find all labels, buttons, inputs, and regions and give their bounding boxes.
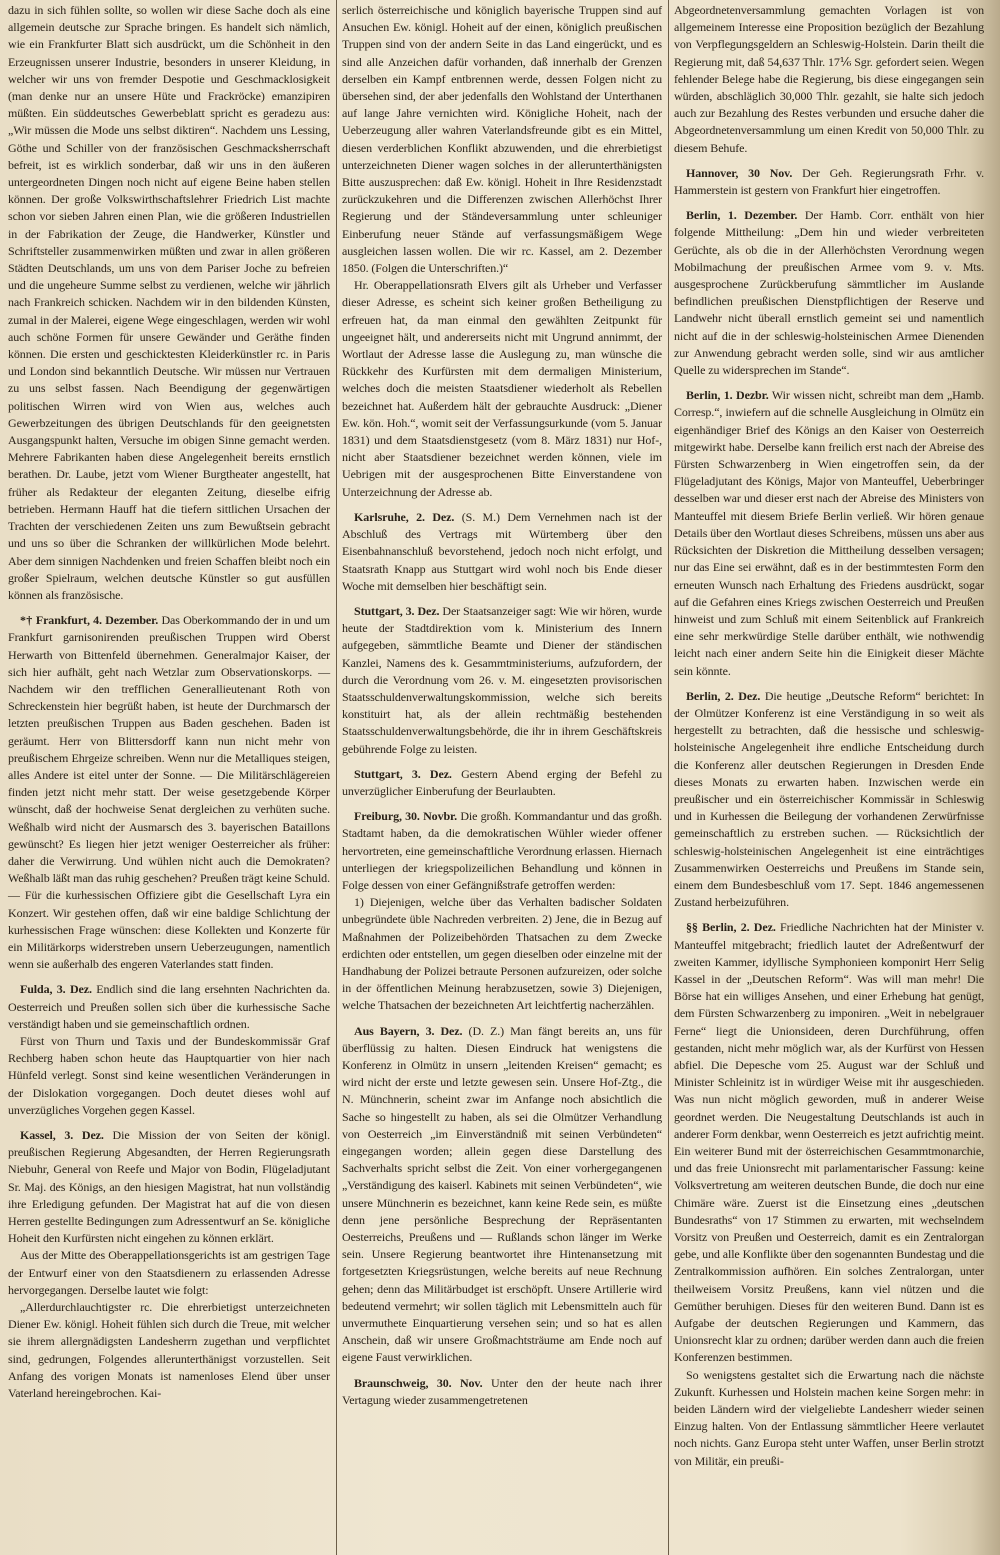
column-divider [668,0,669,1555]
article-paragraph [674,387,984,679]
article-text: „Allerdurchlauchtigster rc. Die ehrerbietigst unterzeichneten Diener Ew. königl. Hoheit fühlen sich durch die Treue, mit welcher sie ihrem allergnädigsten Landesherrn zugethan und verpflichtet sind, gedrungen, Folgendes allerunterthänigst vorzustellen. Seit Anfang des vorigen Monats ist namenloses Elend über unser Vaterland hereingebrochen. Kai- [8,1300,330,1401]
article-paragraph [342,2,662,277]
dateline: Stuttgart, 3. Dez. [354,766,452,781]
article-text: Aus der Mitte des Oberappellationsgerichts ist am gestrigen Tage der Entwurf einer von den Staatsdienern zu erlassenden Adresse hervorgegangen. Derselbe lautet wie folgt: [8,1248,330,1297]
article-paragraph [342,277,662,501]
dateline: Kassel, 3. Dez. [20,1128,104,1142]
article-text: Wir wissen nicht, schreibt man dem „Hamb. Corresp.“, inwiefern auf die schnelle Ausgleichung in Olmütz ein eigenhändiger Brief des Königs an den Kaiser von Oesterreich mitgewirkt habe. Derselbe kann freilich erst nach der Abreise des Fürsten Schwarzenberg in Wien eingetroffen sein, da der Flügeladjutant des Königs, Major von Manteuffel, Ueberbringer desselben war und dieser erst nach der Abreise des Ministers von Manteuffel mit diesem Briefe Berlin verließ. Wir hören genaue Details über den Wortlaut dieses Schreibens, müssen uns aber aus Rücksichten der Diskretion die Mittheilung desselben versagen; nur das Eine sei erwähnt, daß es in der bestimmtesten Form den erneuten Wunsch nach Erhaltung des Friedens ausdrückt, sogar auf die Gefahren eines Kriegs zwischen Oesterreich und Preußen hinweist und zum Schluß mit einem Seitenblick auf Frankreich eine sehr merkwürdige Stelle darüber enthält, wie nothwendig leicht nach einer andern Seite hin die Einigkeit dieser Mächte sein könnte. [674,388,984,678]
column-divider [336,0,337,1555]
article-text: (S. M.) Dem Vernehmen nach ist der Abschluß des Vertrags mit Würtemberg über den Eisenbahnanschluß bevorstehend, jedoch noch nicht erfolgt, und Staatsrath Knapp aus Stuttgart wird wohl noch bis Ende dieser Woche mit demselben hier beschäftigt sein. [342,509,662,593]
article-paragraph [8,981,330,1033]
article-text: Der Geh. Regierungsrath Frhr. v. Hammerstein ist gestern von Frankfurt hier eingetroffen. [674,165,984,198]
article-text: Hr. Oberappellationsrath Elvers gilt als Urheber und Verfasser dieser Adresse, es scheint sich keiner großen Betheiligung zu erfreuen hat, da man einmal den gewählten Zeitpunkt für ungeeignet hält, und andererseits nicht mit Ungrund annimmt, der Wortlaut der Adresse lasse die Auslegung zu, man wünsche die Rückkehr des Kurfürsten mit dem dermaligen Ministerium, welches doch die meisten Staatsdiener wiederholt als Rebellen bezeichnet hat. Außerdem hält der gebrauchte Ausdruck: „Diener Ew. kön. Hoh.“, womit seit der Verfassungsurkunde (vom 5. Januar 1831) und dem Staatsdienstgesetz (vom 8. März 1831) nur Hof-, nicht aber Staatsdiener bezeichnet werden können, viele im Uebrigen mit der ausgesprochenen Bitte Einverstandene von Unterzeichnung der Adresse ab. [342,278,662,499]
article-paragraph [674,919,984,1366]
article-paragraph [8,612,330,973]
dateline: Stuttgart, 3. Dez. [354,603,440,618]
dateline: §§ Berlin, 2. Dez. [686,920,776,935]
dateline: Berlin, 1. Dezbr. [686,388,769,403]
article-paragraph [674,207,984,379]
article-text: dazu in sich fühlen sollte, so wollen wir diese Sache doch als eine allgemein deutsche zur Sprache bringen. Es handelt sich nämlich, wie ein Frankfurter Blatt sich ausdrückt, um die Schönheit in den Erzeugnissen unserer Industrie, besonders in unserer Kleidung, in welcher wir uns von fremder Despotie und Geschmacklosigkeit (man denke nur an unsere Hüte und Frackröcke) emanzipiren müßten. Ein süddeutsches Gewerbeblatt spricht es geradezu aus: „Wir müssen die Mode uns selbst diktiren“. Nachdem uns Lessing, Göthe und Schiller von der französischen Geschmacksherrschaft befreit, ist es wirklich sonderbar, daß wir uns in den äußeren untergeordneten Dingen noch nicht auf eigene Beine haben stellen können. Der große Volkswirthschaftslehrer Friedrich List machte schon vor sieben Jahren einen Plan, wie die größeren Industriellen in der Fabrikation der Zeuge, die Handwerker, Künstler und Schriftsteller zusammenwirken müßten und zwar in allen größeren Städten Deutschlands, um uns von dem Pariser Joche zu befreien und die ungeheure Summe selbst zu verdienen, welche wir jährlich nach Frankreich schicken. Nachdem wir in den bildenden Künsten, zumal in der Malerei, eigene Wege eingeschlagen, werden wir wohl auch schöne Formen für unsere Gewänder und Geräthe finden können. Die ersten und geschicktesten Kleiderkünstler rc. in Paris und London sind bekanntlich Deutsche. Wir müssen nur Vertrauen zu uns selbst fassen. Nach Beendigung der gegenwärtigen politischen Wirren wird von Wien aus, welches auch Gewerbzeitungen des übrigen Deutschlands für den geeignetsten Ausgangspunkt halten, Versuche im obigen Sinne gemacht werden. Mehrere Fabrikanten haben diese Angelegenheit bereits ernstlich berathen. Dr. Laube, jetzt vom Wiener Burgtheater angestellt, hat früher als Redakteur der eleganten Zeitung, dieselbe eifrig betrieben. Hermann Hauff hat die tiefern sittlichen Ursachen der Trachten der verschiedenen Zeiten uns zum Bewußtsein gebracht und uns so über die Schranken der willkürlichen Mode belehrt. Aber dem sinnigen Nachdenken und freien Schaffen bleibt noch ein großer Spielraum, welchen deutsche Künstler so gut ausfüllen können als französische. [8,3,330,602]
article-paragraph [342,808,662,894]
dateline: Aus Bayern, 3. Dez. [354,1023,463,1038]
column-2 [342,2,662,1409]
article-paragraph [342,894,662,1014]
column-1 [8,2,330,1402]
article-text: serlich österreichische und königlich bayerische Truppen sind auf Ansuchen Ew. königl. Hoheit auf der einen, königlich preußischen Truppen sind von der andern Seite in das Land eingerückt, und es sind alle Anzeichen dafür vorhanden, daß innerhalb der Grenzen derselben ein Kampf entbrennen werde, dessen Folgen nicht zu übersehen sind, der aber jedenfalls den Wohlstand der Unterthanen auf lange Jahre vernichten wird. Königliche Hoheit, nach der Ueberzeugung aller wahren Vaterlandsfreunde gibt es ein Mittel, diesen verderblichen Konflikt abzuwenden, und die ehrerbietigst unterzeichneten Diener wagen solches in der allerunterthänigsten Bitte auszusprechen: daß Ew. königl. Hoheit in Ihre Residenzstadt zurückzukehren und die Differenzen zwischen Allerhöchst Ihrer Regierung und der Ständeversammlung unter schleuniger Einberufung neuer Stände auf verfassungsmäßigem Wege ausgleichen lassen wollen. Die wir rc. Kassel, am 2. Dezember 1850. (Folgen die Unterschriften.)“ [342,3,662,276]
article-text: Friedliche Nachrichten hat der Minister v. Manteuffel mitgebracht; friedlich lautet der Adreßentwurf der zweiten Kammer, idyllische Symphonieen komponirt Herr Selig Kassel in der „Deutschen Reform“. Was will man mehr! Die Börse hat ein williges Ansehen, und einer Erhebung hat genügt, dem Fürsten Schwarzenberg zu imponiren. „Weit in nebelgrauer Ferne“ liegt die Unionsideen, deren Durchführung, offen gestanden, nicht mehr möglich war, als der Kurfürst von Hessen abfiel. Die Depesche vom 25. August war der Schluß und Minister Schleinitz ist in würdiger Weise mit ihr ausgeschieden. Was nun nicht möglich geworden, muß in anderer Weise geordnet werden. Die Neugestaltung Deutschlands ist auch in anderer Form denkbar, wenn Oesterreich es jetzt aufrichtig meint. Ein weiterer Bund mit der österreichischen Gesammtmonarchie, und das freie Unionsrecht mit parlamentarischer Fassung: keine Volksvertretung am weiteren deutschen Bunde, die doch nur eine Chimäre wäre. Zuerst ist die Einsetzung eines „deutschen Bundesraths“ von 17 Stimmen zu erwarten, mit wechselndem Vorsitz von Preußen und Oesterreich, damit es ein Zentralorgan gebe, und alle Konflikte über den sogenannten Bundestag und die Zentralkommission aufhören. Ein solches Zentralorgan, unter theilweisem Vorsitz Preußens, kann viel nützen und die Gemüther beruhigen. Dieses für den weiteren Bund. Dann ist es Aufgabe der deutschen Regierungen und Kammern, das Unionsrecht klar zu ordnen; darüber werden dann auch die freien Konferenzen bestimmen. [674,920,985,1365]
dateline: Freiburg, 30. Novbr. [354,809,458,824]
dateline: Berlin, 2. Dez. [686,688,761,703]
dateline: Braunschweig, 30. Nov. [354,1375,483,1390]
article-text: Das Oberkommando der in und um Frankfurt garnisonirenden preußischen Truppen wird Oberst Herwarth von Bittenfeld übernehmen. Generalmajor Kaiser, der sich hier aufhält, geht nach Wetzlar zum Observationskorps. — Nachdem wir den trefflichen Generallieutenant Roth von Schreckenstein hier begrüßt haben, ist heute der Durchmarsch der letzten preußischen Truppen aus Baden geschehen. Baden ist geräumt. Herr von Blittersdorff kann nun nicht mehr von preußischem Ehrgeize schreiben. Wenn nur die Metalliques steigen, alles Andere ist eitel unter der Sonne. — Die Militärschlägereien finden jetzt nicht mehr statt. Der weise gesetzgebende Körper wünscht, daß der hochweise Senat dergleichen zu verhüten suche. Weßhalb wird nicht der Ausmarsch des 3. bayerischen Bataillons gewünscht? Es liegen hier jetzt weniger Oesterreicher als früher: daher die Verwirrung. Und wühlen nicht auch die Demokraten? Weßhalb läßt man das ruhig geschehen? Preußen trägt keine Schuld. — Für die kurhessischen Offiziere gibt die Gesellschaft Lyra ein Konzert. Wir gestehen offen, daß wir eine baldige Schlichtung der kurhessischen Frage wünschen: diese Kollekten und Konzerte für ein Militärkorps widerstreben unsern Ueberzeugungen, namentlich wenn sie außerhalb des engeren Vaterlandes statt finden. [8,613,330,972]
column-3 [674,2,984,1470]
article-text: Die Mission der von Seiten der königl. preußischen Regierung Abgesandten, der Herren Regierungsrath Niebuhr, General von Reefe und Major von Bodin, Flügeladjutant Sr. Maj. des Königs, an den hiesigen Magistrat, hat nun vollständig ihre Erledigung gefunden. Der Magistrat hat auf die von diesen Herren gestellte Bedingungen zum Adressentwurf an Se. königliche Hoheit den Kurfürsten nicht eingehen zu können erklärt. [8,1128,331,1246]
article-paragraph [342,1375,662,1409]
article-text: Der Hamb. Corr. enthält von hier folgende Mittheilung: „Dem hin und wieder verbreiteten Gerüchte, als ob die in der Allerhöchsten Verordnung wegen Mobilmachung der preußischen Armee vom 9. v. Mts. ausgesprochene Zurückberufung sämmtlicher im Auslande befindlichen preußischen Dienstpflichtigen der Reserve und Landwehr nicht überall ernstlich gemeint sei und namentlich nicht auf die in der schleswig-holsteinischen Armee Dienenden zur Anwendung gebracht werden solle, sind wir aus amtlicher Quelle zu widersprechen im Stande“. [674,208,984,378]
article-text: 1) Diejenigen, welche über das Verhalten badischer Soldaten unbegründete üble Nachreden verbreiten. 2) Jene, die in Bezug auf Maßnahmen der Polizeibehörden Thatsachen zu dem Zwecke erdichten oder entstellen, um gegen dieselben oder einzelne mit der Handhabung der Polizei betraute Personen aufzureizen, oder solche in der öffentlichen Meinung herabzusetzen, sowie 3) Diejenigen, welche Thatsachen der bezeichneten Art leichtfertig nacherzählen. [342,895,662,1013]
dateline: Berlin, 1. Dezember. [686,208,798,223]
article-paragraph [674,688,984,912]
article-text: (D. Z.) Man fängt bereits an, uns für überflüssig zu halten. Diesen Eindruck hat wenigstens die Konferenz in Olmütz in unsern „leitenden Kreisen“ gemacht; es wird nicht der erste und letzte gewesen sein. Unsere Hof-Ztg., die N. Münchnerin, scheint zwar im Anfange noch absichtlich die Sache so hingestellt zu haben, als sei die Olmützer Verhandlung von Oesterreich „im Einverständniß mit seinen Verbündeten“ eingegangen worden; allein gegen diese Darstellung des Sachverhalts spricht selbst die Zeit. Von einer vorhergegangenen „Verständigung des kaiserl. Kabinets mit seinen Verbündeten“, wie unsere Münchnerin es bezeichnet, kann keine Rede sein, es müßte denn jene persönliche Besprechung der Repräsentanten Oesterreichs, Preußens und — Rußlands schon länger im Werke sein. Unsere Regierung beantwortet ihre Hintenansetzung mit fortgesetzten Kriegsrüstungen, welche bereits auf neue Rechnung gehen; denn das Militärbudget ist erschöpft. Unsere Artillerie wird bedeutend vermehrt; wir sollen täglich mit Lebensmitteln auch für unvermuthete Einquartierung versehen sein; und so hat es allen Anschein, daß wir unsere Großmachtsträume am Ende noch auf eigene Faust verwirklichen. [342,1023,662,1365]
article-text: Die heutige „Deutsche Reform“ berichtet: In der Olmützer Konferenz ist eine Verständigung in so weit als hergestellt zu betrachten, daß die hessische und schleswig-holsteinische Angelegenheit ihre endliche Entscheidung durch die Konferenz aller deutschen Regierungen in Dresden Ende dieses Monats zu erwarten haben. Inzwischen werde ein preußischer und ein österreichischer Kommissär in Schleswig und in Kurhessen die Beilegung der vorhandenen Zerwürfnisse gemeinschaftlich zu erstreben suchen. — Rücksichtlich der schleswig-holsteinischen Angelegenheit ist eine einträchtiges Zusammenwirken Oesterreichs und Preußens im Stande sein, einem dem Bundesbeschluß vom 17. Sept. 1846 angemessenen Zustand herbeizuführen. [674,688,984,910]
article-text: Endlich sind die lang ersehnten Nachrichten da. Oesterreich und Preußen sollen sich über die kurhessische Sache verständigt haben und sie gemeinschaftlich ordnen. [8,982,330,1031]
article-paragraph [674,1367,984,1470]
article-paragraph [8,1033,330,1119]
article-text: Die großh. Kommandantur und das großh. Stadtamt haben, da die demokratischen Wühler wieder offener hervortreten, eine gemeinschaftliche Verordnung erlassen. Hiernach unterliegen der kriegspolizeilichen Behandlung und können in Folge dessen von einer Gefängnißstrafe getroffen werden: [342,809,662,892]
article-paragraph [342,603,662,758]
article-paragraph [342,509,662,595]
article-text: So wenigstens gestaltet sich die Erwartung nach die nächste Zukunft. Kurhessen und Holstein machen keine Sorgen mehr: in beiden Ländern wird der vielgeliebte Landesherr wieder seinen Einzug halten. Von der Entlassung sämmtlicher Heere verlautet noch nichts. Ganz Europa steht unter Waffen, unser Berlin strotzt von Militär, ein preußi- [674,1367,984,1468]
dateline: Fulda, 3. Dez. [20,982,92,997]
article-paragraph [342,1023,662,1367]
article-paragraph [8,1247,330,1299]
dateline: Hannover, 30 Nov. [686,165,793,180]
article-paragraph [674,165,984,199]
article-text: Der Staatsanzeiger sagt: Wie wir hören, wurde heute der Stadtdirektion vom k. Ministerium des Innern aufgegeben, sämmtliche Beamte und Diener der ständischen Kanzlei, Namens des k. Gesammtministeriums, aufzufordern, der durch die Verordnung vom 26. v. M. eingesetzten provisorischen Staatsschuldenverwaltungskommission, welche sich bereits konstituirt hat, als der allein rechtmäßig bestehenden Staatsschuldenverwaltungsbehörde, die ihr in ihrem Geschäftskreis gebührende Folge zu leisten. [342,603,662,756]
dateline: *† Frankfurt, 4. Dezember. [20,613,159,628]
article-paragraph [8,1299,330,1402]
article-text: Gestern Abend erging der Befehl zu unverzüglicher Einberufung der Beurlaubten. [342,766,662,798]
article-text: Unter den der heute nach ihrer Vertagung wieder zusammengetretenen [342,1375,663,1407]
article-text: Fürst von Thurn und Taxis und der Bundeskommissär Graf Rechberg haben schon heute das Hauptquartier von hier nach Hünfeld verlegt. Sonst sind keine wesentlichen Veränderungen in der Dislokation vorgegangen. Doch deutet dieses wohl auf unverzügliches Vorgehen gegen Kassel. [8,1033,330,1117]
article-paragraph [8,1127,330,1247]
article-paragraph [342,766,662,800]
dateline: Karlsruhe, 2. Dez. [354,509,455,524]
article-text: Abgeordnetenversammlung gemachten Vorlagen ist von allgemeinem Interesse eine Proposition bezüglich der Bezahlung von Verpflegungsgeldern an Schleswig-Holstein. Darin theilt die Regierung mit, daß 54,637 Thlr. 17⅙ Sgr. gefordert seien. Wegen fehlender Belege habe die Regierung, bis diese eingegangen sein würden, abschläglich 30,000 Thlr. gezahlt, sie halte sich jedoch auch zur Bezahlung des Restes verbunden und ersuche daher die Abgeordnetenversammlung um einen Kredit von 50,000 Thlr. zu diesem Behufe. [674,3,984,155]
article-paragraph [674,2,984,157]
article-paragraph [8,2,330,604]
